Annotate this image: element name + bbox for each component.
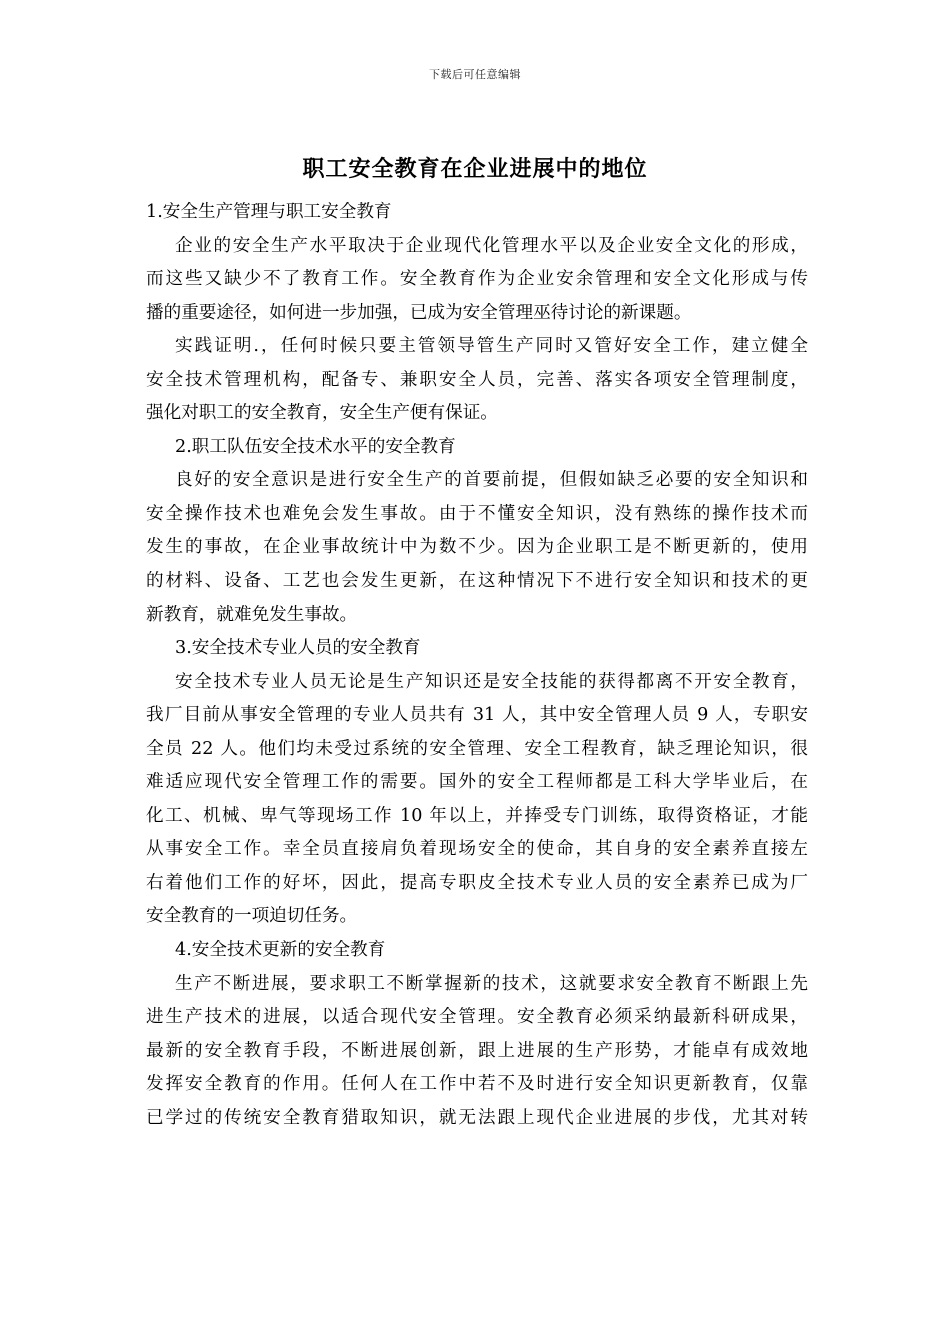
text-line: 进生产技术的进展，以适合现代安全管理。安全教育必须采纳最新科研成果， (146, 1007, 808, 1028)
document-body (146, 196, 808, 1135)
text-line: 发挥安全教育的作用。任何人在工作中若不及时进行安全知识更新教育，仅靠 (146, 1074, 808, 1095)
text-line: 播的重要途径，如何进一步加强，已成为安全管理巫待讨论的新课题。 (146, 302, 692, 323)
text-line: 生产不断进展，要求职工不断掌握新的技术，这就要求安全教育不断跟上先 (175, 973, 808, 994)
text-line: 安全技术专业人员无论是生产知识还是安全技能的获得都离不开安全教育， (175, 671, 808, 692)
text-line: 4.安全技术更新的安全教育 (175, 940, 386, 961)
text-line: 强化对职工的安全教育，安全生产便有保证。 (146, 403, 498, 424)
text-line: 右着他们工作的好坏，因此，提高专职皮全技术专业人员的安全素养已成为厂 (146, 872, 808, 893)
text-line: 企业的安全生产水平取决于企业现代化管理水平以及企业安全文化的形成， (175, 235, 808, 256)
header-note: 下载后可任意编辑 (429, 68, 521, 81)
text-line: 良好的安全意识是进行安全生产的首要前提，但假如缺乏必要的安全知识和 (175, 470, 808, 491)
text-line: 安全教育的一项迫切任务。 (146, 906, 358, 927)
text-line: 实践证明.，任何时候只要主管领导管生产同时又管好安全工作，建立健全 (175, 336, 808, 357)
text-line: 最新的安全教育手段，不断进展创新，跟上进展的生产形势，才能卓有成效地 (146, 1040, 808, 1061)
text-line: 2.职工队伍安全技术水平的安全教育 (175, 436, 456, 457)
text-line: 已学过的传统安全教育猎取知识，就无法跟上现代企业进展的步伐，尤其对转 (146, 1107, 808, 1128)
text-line: 的材料、设备、工艺也会发生更新，在这种情况下不进行安全知识和技术的更 (146, 571, 808, 592)
text-line: 从事安全工作。幸全员直接肩负着现场安全的使命，其自身的安全素养直接左 (146, 839, 808, 860)
document-title: 职工安全教育在企业进展中的地位 (302, 157, 648, 182)
text-line: 发生的事故，在企业事故统计中为数不少。因为企业职工是不断更新的，使用 (146, 537, 808, 558)
text-line: 而这些又缺少不了教育工作。安全教育作为企业安余管理和安全文化形成与传 (146, 269, 808, 290)
text-line: 新教育，就难免发生事故。 (146, 604, 358, 625)
text-line: 化工、机械、卑气等现场工作 10 年以上，并捧受专门训练，取得资格证，才能 (146, 805, 808, 826)
text-line: 难适应现代安全管理工作的需要。国外的安全工程师都是工科大学毕业后，在 (146, 772, 808, 793)
text-line: 安全技术管理机构，配备专、兼职安全人员，完善、落实各项安全管理制度， (146, 369, 808, 390)
text-line: 我厂目前从事安全管理的专业人员共有 31 人，其中安全管理人员 9 人，专职安 (146, 705, 808, 726)
text-line: 1.安全生产管理与职工安全教育 (146, 202, 392, 222)
text-line: 3.安全技术专业人员的安全教育 (175, 638, 421, 659)
text-line: 全员 22 人。他们均未受过系统的安全管理、安全工程教育，缺乏理论知识，很 (146, 738, 808, 759)
text-line: 安全操作技术也难免会发生事故。由于不懂安全知识，没有熟练的操作技术而 (146, 503, 808, 524)
